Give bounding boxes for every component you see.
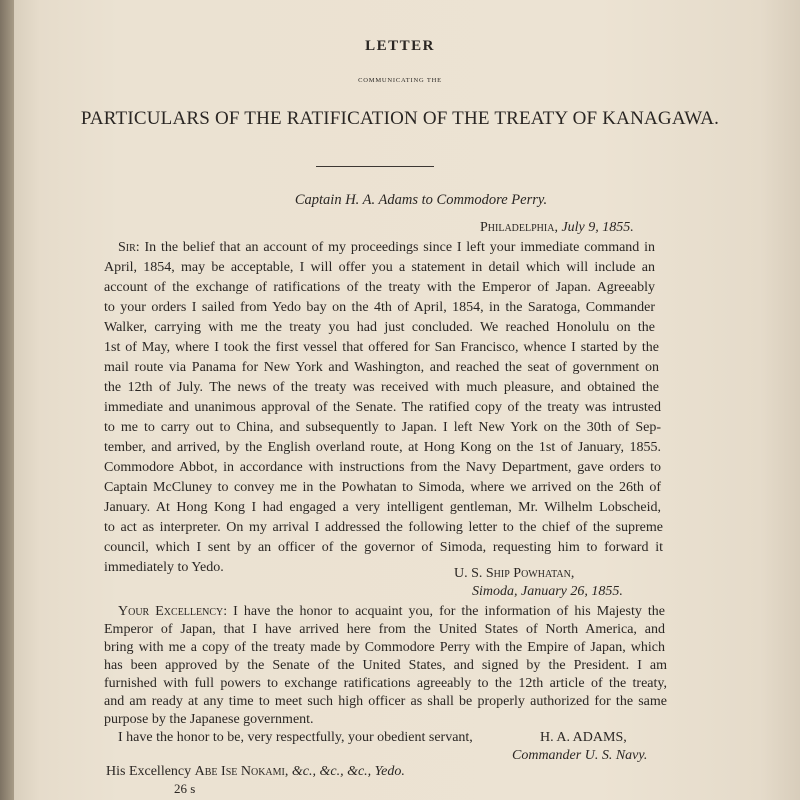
letter2-line-3: has been approved by the Senate of the United States, and signed by the President. I am (104, 658, 667, 673)
letter1-line-16: immediately to Yedo. (104, 560, 224, 575)
ship-date: Simoda, January 26, 1855. (472, 584, 623, 599)
letter1-line-9: to me to carry out to China, and subsequently to Japan. I left New York on the 30th of Sep- (104, 420, 661, 435)
signature-rank: Commander U. S. Navy. (512, 748, 648, 763)
addressee-suffix: &c., &c., &c., Yedo. (288, 764, 405, 779)
letter-heading: Captain H. A. Adams to Commodore Perry. (294, 192, 548, 208)
letter1-line-7: the 12th of July. The news of the treaty was received with much pleasure, and obtained the (104, 380, 659, 395)
title-communicating: COMMUNICATING THE (358, 77, 442, 84)
letter1-line-1: April, 1854, may be acceptable, I will offer you a statement in detail which will include an (104, 260, 655, 275)
letter2-line-1: Emperor of Japan, that I have arrived here from the United States of North America, and (104, 622, 665, 637)
letter1-line-11: Commodore Abbot, in accordance with instructions from the Navy Department, gave orders to (104, 460, 661, 475)
letter2-line-5: and am ready at any time to meet such high officer as shall be properly authorized for the same (104, 694, 667, 709)
letter1-line-10: tember, and arrived, by the English overland route, at Hong Kong on the 1st of January, 1855. (104, 440, 661, 455)
addressee-name: Abe Ise Nokami, (194, 764, 289, 779)
letter1-line-14: to act as interpreter. On my arrival I addressed the following letter to the chief of the supreme (104, 520, 663, 535)
addressee-line (106, 764, 405, 780)
page-title: PARTICULARS OF THE RATIFICATION OF THE TREATY OF KANAGAWA. (80, 108, 720, 129)
letter1-line-12: Captain McCluney to convey me in the Powhatan to Simoda, where we arrived on the 26th of (104, 480, 661, 495)
letter2-salutation: Your Excellency: (118, 604, 228, 619)
signature-mark: 26 s (174, 781, 196, 796)
letter1-line-8: immediate and unanimous approval of the Senate. The ratified copy of the treaty was intrusted (104, 400, 661, 415)
dateline-place: Philadelphia, (480, 220, 558, 235)
title-letter: LETTER (365, 38, 435, 54)
dateline-date: July 9, 1855. (561, 220, 634, 235)
letter1-line-2: account of the exchange of ratifications of the treaty with the Emperor of Japan. Agreeably (104, 280, 655, 295)
ship-name: U. S. Ship Powhatan, (454, 566, 575, 581)
letter1-line-3: to your orders I sailed from Yedo bay on the 4th of April, 1854, in the Saratoga, Commander (104, 300, 655, 315)
title-rule (316, 166, 434, 167)
letter1-line-5: 1st of May, where I took the first vessel that offered for San Francisco, whence I started by the (104, 340, 659, 355)
letter2-line-4: furnished with full powers to exchange ratifications agreeably to the 12th article of the treaty, (104, 676, 667, 691)
letter2-line-6: purpose by the Japanese government. (104, 712, 314, 727)
letter1-salutation: Sir: (118, 240, 140, 255)
signature-name: H. A. ADAMS, (540, 730, 627, 745)
letter1-line-6: mail route via Panama for New York and Washington, and reached the seat of government on (104, 360, 659, 375)
letter2-line-2: bring with me a copy of the treaty made by Commodore Perry with the Empire of Japan, which (104, 640, 665, 655)
letter2-closing: I have the honor to be, very respectfully, your obedient servant, (118, 730, 473, 745)
letter1-line-15: council, which I sent by an officer of the governor of Simoda, requesting him to forward it (104, 540, 663, 555)
letter2-line-0: Your Excellency: I have the honor to acquaint you, for the information of his Majesty the (118, 604, 665, 619)
addressee-prefix: His Excellency (106, 764, 195, 779)
dateline (480, 220, 634, 236)
letter1-line-4: Walker, carrying with me the treaty you had just concluded. We reached Honolulu on the (104, 320, 655, 335)
letter1-line-13: January. At Hong Kong I had engaged a very intelligent gentleman, Mr. Wilhelm Lobscheid, (104, 500, 661, 515)
letter1-line-0: Sir: In the belief that an account of my proceedings since I left your immediate command in (118, 240, 655, 255)
